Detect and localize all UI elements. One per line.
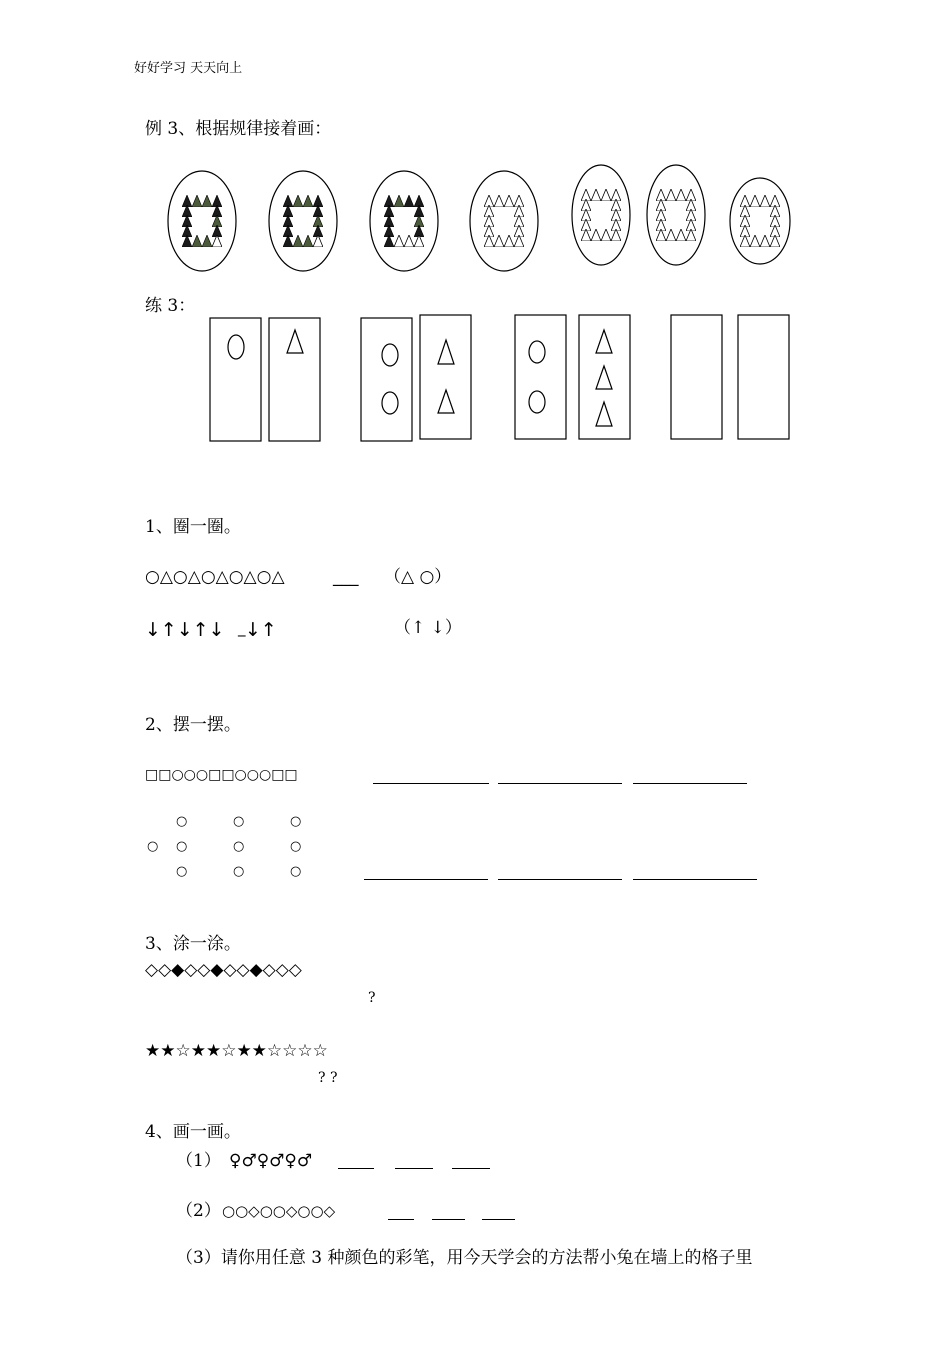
dot-circle: ○ [233,864,245,879]
answer-line[interactable] [373,783,489,784]
q4-item1-sequence: ♀♂♀♂♀♂ [229,1151,313,1171]
card-2-circle [361,318,412,441]
dot-circle: ○ [290,864,302,879]
circle-shape [382,344,398,366]
triangle-shape [596,402,612,426]
q1-row1-blank[interactable]: ___ [333,567,359,587]
circle-shape [228,335,244,359]
card-3-circle [515,315,566,439]
triangle-shape [596,330,612,353]
q3-row1-mark: ? [368,990,376,1006]
q4-item3-text: （3）请你用任意 3 种颜色的彩笔，用今天学会的方法帮小兔在墙上的格子里 [176,1248,753,1268]
example-3-label: 例 3、根据规律接着画： [145,119,332,139]
answer-line[interactable] [388,1219,414,1220]
q4-item1-label: （1） [176,1151,221,1171]
dot-circle: ○ [233,839,245,854]
q4-item2-sequence: ○○◇○○◇○○◇ [222,1202,336,1220]
page-header: 好好学习 天天向上 [134,61,243,76]
card-1-triangle [269,318,320,441]
circle-shape [529,341,545,363]
triangle-shape [438,390,454,413]
q4-item2-label: （2） [176,1201,221,1221]
answer-line[interactable] [633,783,747,784]
egg-6 [647,165,705,265]
triangle-shape [287,330,303,353]
q1-row2-options[interactable]: （↑ ↓） [394,618,462,638]
egg-1 [168,171,236,271]
answer-line[interactable] [498,783,622,784]
triangle-shape [596,366,612,389]
answer-line[interactable] [364,879,488,880]
q1-row2-sequence: ↓↑↓↑↓ [145,619,225,641]
circle-shape [382,392,398,414]
answer-line[interactable] [452,1168,490,1169]
q3-row1-sequence: ◇◇◆◇◇◆◇◇◆◇◇◇ [145,960,302,980]
card-4-empty[interactable] [671,315,722,439]
answer-line[interactable] [633,879,757,880]
dot-circle: ○ [176,864,188,879]
practice-3-card-pattern [0,0,950,160]
answer-line[interactable] [432,1219,465,1220]
card-1-circle [210,318,261,441]
q3-row2-mark: ? ? [318,1070,338,1086]
q1-row2-sep: _ [238,619,246,637]
dot-circle: ○ [290,839,302,854]
dot-circle: ○ [176,814,188,829]
q1-row1-options[interactable]: （△ ○） [384,567,452,587]
q1-title: 1、圈一圈。 [145,517,241,537]
q4-title: 4、画一画。 [145,1122,241,1142]
q2-row1-sequence: □□○○○□□○○○□□ [145,767,298,783]
q1-row1-sequence: ○△○△○△○△○△ [145,567,285,587]
practice-3-label: 练 3： [145,296,196,316]
card-5-empty[interactable] [738,315,789,439]
egg-7 [730,178,790,264]
egg-3 [370,171,438,271]
answer-line[interactable] [338,1168,374,1169]
answer-line[interactable] [482,1219,515,1220]
q3-title: 3、涂一涂。 [145,934,241,954]
answer-line[interactable] [498,879,622,880]
card-3-triangle [579,315,630,439]
card-2-triangle [420,315,471,439]
egg-4 [470,171,538,271]
egg-2 [269,171,337,271]
q2-title: 2、摆一摆。 [145,715,241,735]
answer-line[interactable] [395,1168,433,1169]
triangle-shape [438,340,454,364]
q3-row2-sequence: ★★☆★★☆★★☆☆☆☆ [145,1041,328,1061]
circle-shape [529,391,545,413]
egg-5 [572,165,630,265]
dot-circle: ○ [290,814,302,829]
q1-row2-sequence-tail: ↓↑ [245,619,277,641]
dot-circle: ○ [233,814,245,829]
dot-circle: ○ [147,839,159,854]
dot-circle: ○ [176,839,188,854]
